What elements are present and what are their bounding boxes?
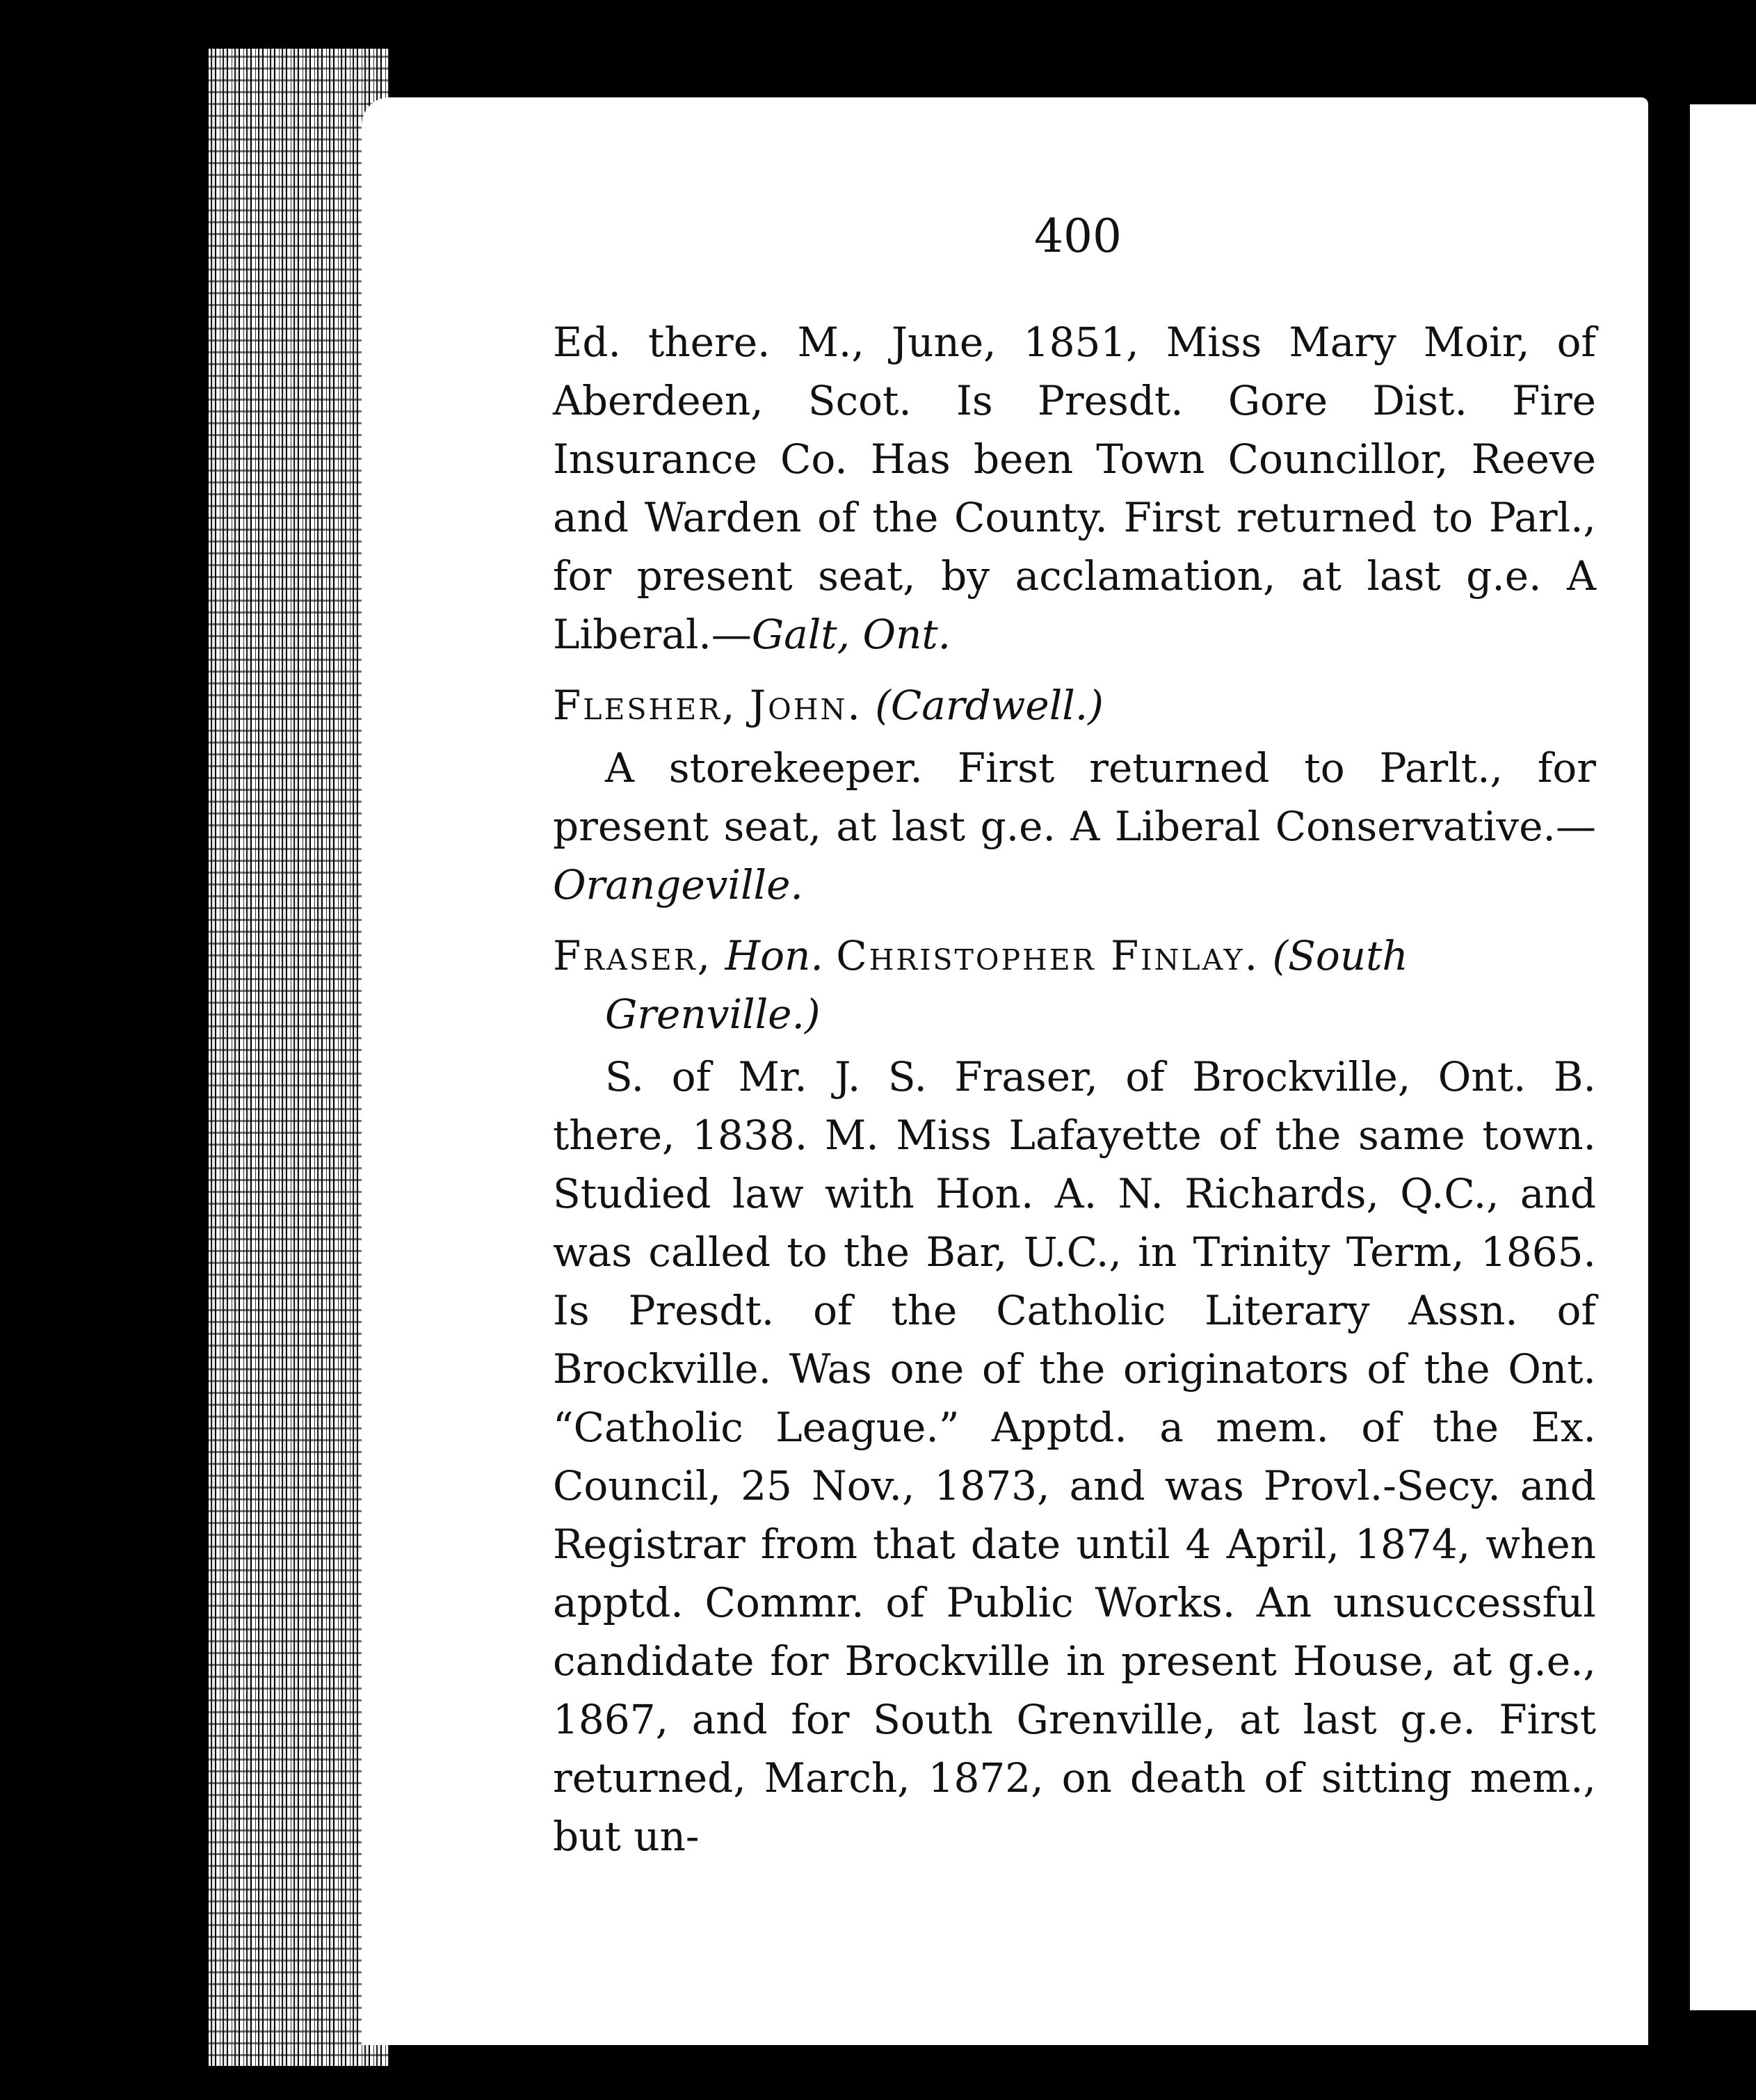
entry-surname: Flesher,	[553, 682, 737, 729]
entry-paragraph	[553, 739, 1596, 914]
entry-surname: Fraser,	[553, 932, 713, 979]
entry-body: Ed. there. M., June, 1851, Miss Mary Moir, of Aberdeen, Scot. Is Presdt. Gore Dist. Fire Insurance Co. Has been Town Councillor, Reeve and Warden of the County. First returned to Parl., for present seat, by acclamation, at last g.e. A Liberal.—	[553, 319, 1596, 658]
entry-body: S. of Mr. J. S. Fraser, of Brockville, Ont. B. there, 1838. M. Miss Lafayette of the same town. Studied law with Hon. A. N. Richards, Q.C., and was called to the Bar, U.C., in Trinity Term, 1865. Is Presdt. of the Catholic Literary Assn. of Brockville. Was one of the originators of the Ont. “Catholic League.” Apptd. a mem. of the Ex. Council, 25 Nov., 1873, and was Provl.-Secy. and Registrar from that date until 4 April, 1874, when apptd. Commr. of Public Works. An unsuccessful candidate for Brockville in present House, at g.e., 1867, and for South Grenville, at last g.e. First returned, March, 1872, on death of sitting mem., but un-	[553, 1053, 1596, 1860]
entry-body: A storekeeper. First returned to Parlt., for present seat, at last g.e. A Liberal Conservative.—	[553, 744, 1596, 850]
text-block	[553, 313, 1596, 1878]
entry-place: Galt, Ont.	[751, 611, 951, 658]
next-page-edge	[1690, 104, 1756, 2010]
entry-title: Hon.	[725, 932, 823, 979]
entry-place: Orangeville.	[553, 861, 803, 908]
entry-constituency: (Cardwell.)	[875, 682, 1104, 729]
entry-heading	[553, 676, 1596, 735]
page-gutter	[1648, 97, 1690, 2045]
entry-paragraph	[553, 1048, 1596, 1866]
entry-constituency: (South Grenville.)	[605, 932, 1408, 1038]
continued-entry	[553, 313, 1596, 664]
entry-given-names: John.	[749, 682, 862, 729]
page-number: 400	[1034, 209, 1122, 263]
entry-heading	[553, 927, 1596, 1043]
entry-given-names: Christopher Finlay.	[836, 932, 1260, 979]
